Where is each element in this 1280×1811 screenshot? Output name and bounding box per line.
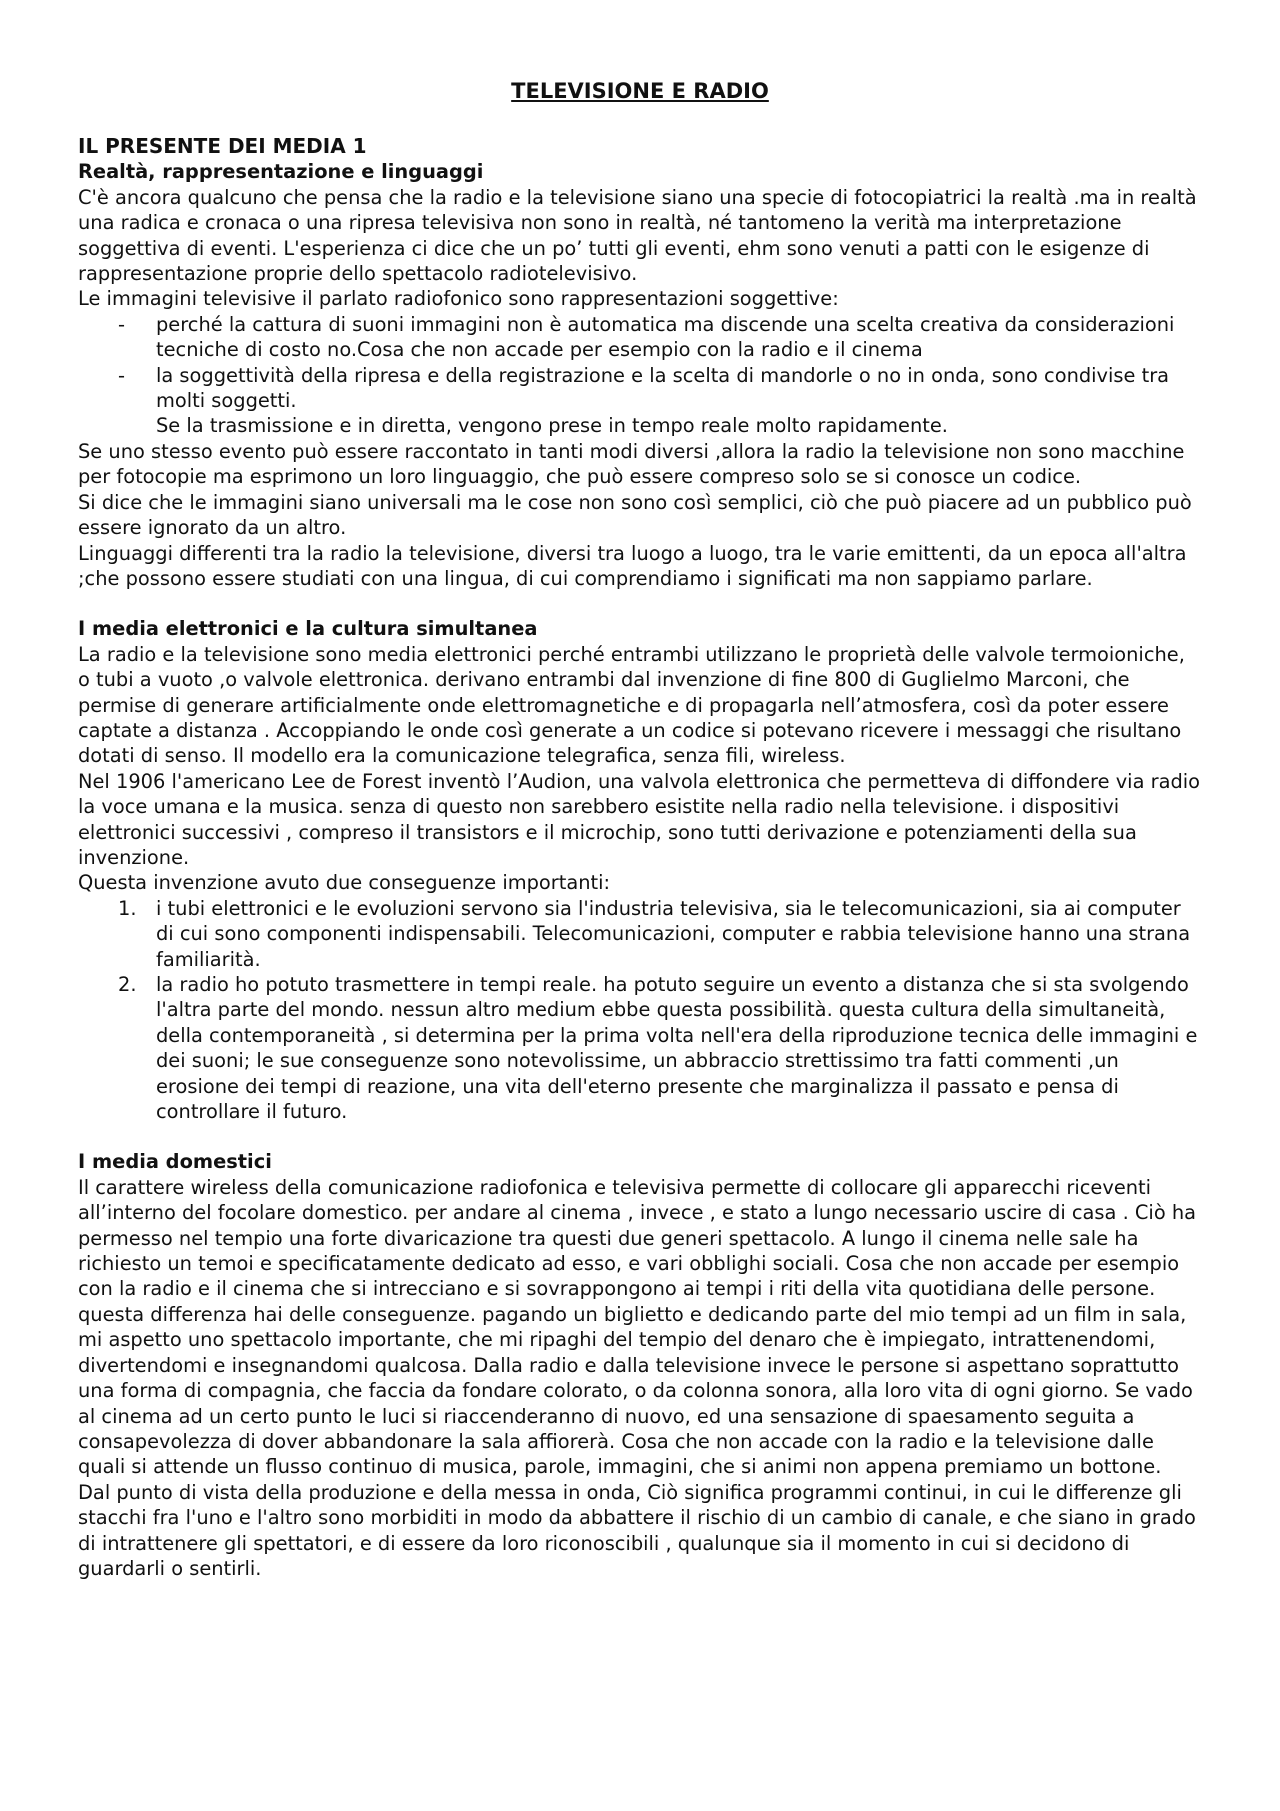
dash-marker: -: [118, 312, 125, 336]
indented-paragraph: Se la trasmissione e in diretta, vengono prese in tempo reale molto rapidamente.: [156, 414, 948, 438]
list-item: [78, 972, 1202, 1124]
document-title: TELEVISIONE E RADIO: [511, 79, 769, 103]
paragraph: Linguaggi differenti tra la radio la televisione, diversi tra luogo a luogo, tra le varie emittenti, da un epoca all'altra ;che possono essere studiati con una lingua, di cui comprendiamo i significati ma non sappiamo parlare.: [78, 541, 1187, 590]
paragraph: Se uno stesso evento può essere raccontato in tanti modi diversi ,allora la radio la televisione non sono macchine per fotocopie ma esprimono un loro linguaggio, che può essere compreso solo se si conosce un codice.: [78, 439, 1185, 489]
list-item: [78, 363, 1202, 414]
list-item: [78, 312, 1202, 363]
section-heading-media-domestici: I media domestici: [78, 1150, 272, 1174]
subheading-realta: Realtà, rappresentazione e linguaggi: [78, 160, 484, 184]
paragraph: La radio e la televisione sono media elettronici perché entrambi utilizzano le proprietà delle valvole termoioniche, o tubi a vuoto ,o valvole elettronica. derivano entrambi dal invenzione di fine 800 di Guglielmo Marconi, che permise di generare artificialmente onde elettromagnetiche e di propagarla nell’atmosfera, così da poter essere captate a distanza . Accoppiando le onde così generate a un codice si potevano ricevere i messaggi che risultano dotati di senso. Il modello era la comunicazione telegrafica, senza fili, wireless.: [78, 642, 1185, 768]
list-item-text: la soggettività della ripresa e della registrazione e la scelta di mandorle o no in onda, sono condivise tra molti soggetti.: [156, 363, 1170, 413]
paragraph: Dal punto di vista della produzione e della messa in onda, Ciò significa programmi continui, in cui le differenze gli stacchi fra l'uno e l'altro sono morbiditi in modo da abbattere il rischio di un cambio di canale, e che siano in grado di intrattenere gli spettatori, e di essere da loro riconoscibili , qualunque sia il momento in cui si decidono di guardarli o sentirli.: [78, 1480, 1196, 1580]
section-heading-media-elettronici: I media elettronici e la cultura simultanea: [78, 617, 538, 641]
paragraph: Nel 1906 l'americano Lee de Forest inventò l’Audion, una valvola elettronica che permetteva di diffondere via radio la voce umana e la musica. senza di questo non sarebbero esistite nella radio nella televisione. i dispositivi elettronici successivi , compreso il transistors e il microchip, sono tutti derivazione e potenziamenti della sua invenzione.: [78, 769, 1201, 869]
list-item: [78, 896, 1202, 972]
dash-list: [78, 312, 1202, 414]
list-item-text: la radio ho potuto trasmettere in tempi reale. ha potuto seguire un evento a distanza che si sta svolgendo l'altra parte del mondo. nessun altro medium ebbe questa possibilità. questa cultura della simultaneità, della contemporaneità , si determina per la prima volta nell'era della riproduzione tecnica delle immagini e dei suoni; le sue conseguenze sono notevolissime, un abbraccio strettissimo tra fatti commenti ,un erosione dei tempi di reazione, una vita dell'eterno presente che marginalizza il passato e pensa di controllare il futuro.: [156, 973, 1198, 1124]
paragraph: Si dice che le immagini siano universali ma le cose non sono così semplici, ciò che può piacere ad un pubblico può essere ignorato da un altro.: [78, 490, 1192, 540]
dash-marker: -: [118, 363, 125, 387]
paragraph: Questa invenzione avuto due conseguenze importanti:: [78, 871, 611, 895]
paragraph: Le immagini televisive il parlato radiofonico sono rappresentazioni soggettive:: [78, 287, 839, 311]
spacer: [78, 1124, 1202, 1149]
spacer: [78, 591, 1202, 616]
section-heading-presente-media: IL PRESENTE DEI MEDIA 1: [78, 134, 367, 158]
numbered-list: [78, 896, 1202, 1125]
paragraph: C'è ancora qualcuno che pensa che la radio e la televisione siano una specie di fotocopiatrici la realtà .ma in realtà una radica e cronaca o una ripresa televisiva non sono in realtà, né tantomeno la verità ma interpretazione soggettiva di eventi. L'esperienza ci dice che un po’ tutti gli eventi, ehm sono venuti a patti con le esigenze di rappresentazione proprie dello spettacolo radiotelevisivo.: [78, 185, 1197, 286]
paragraph: Il carattere wireless della comunicazione radiofonica e televisiva permette di collocare gli apparecchi riceventi all’interno del focolare domestico. per andare al cinema , invece , e stato a lungo necessario uscire di casa . Ciò ha permesso nel tempio una forte divaricazione tra questi due generi spettacolo. A lungo il cinema nelle sale ha richiesto un temoi e specificatamente dedicato ad esso, e vari obblighi sociali. Cosa che non accade per esempio con la radio e il cinema che si intrecciano e si sovrappongono ai tempi i riti della vita quotidiana delle persone. questa differenza hai delle conseguenze. pagando un biglietto e dedicando parte del mio tempi ad un film in sala, mi aspetto uno spettacolo importante, che mi ripaghi del tempio del denaro che è impiegato, intrattenendomi, divertendomi e insegnandomi qualcosa. Dalla radio e dalla televisione invece le persone si aspettano soprattutto una forma di compagnia, che faccia da fondare colorato, o da colonna sonora, alla loro vita di ogni giorno. Se vado al cinema ad un certo punto le luci si riaccenderanno di nuovo, ed una sensazione di spaesamento seguita a consapevolezza di dover abbandonare la sala affiorerà. Cosa che non accade con la radio e la televisione dalle quali si attende un flusso continuo di musica, parole, immagini, che si animi non appena premiamo un bottone.: [78, 1175, 1197, 1479]
list-item-text: perché la cattura di suoni immagini non è automatica ma discende una scelta creativa da considerazioni tecniche di costo no.Cosa che non accade per esempio con la radio e il cinema: [156, 312, 1175, 362]
document-page: [78, 78, 1202, 1581]
list-number: 1.: [118, 896, 137, 920]
list-number: 2.: [118, 973, 137, 996]
list-item-text: i tubi elettronici e le evoluzioni servono sia l'industria televisiva, sia le telecomunicazioni, sia ai computer di cui sono componenti indispensabili. Telecomunicazioni, computer e rabbia televisione hanno una strana familiarità.: [156, 896, 1191, 971]
